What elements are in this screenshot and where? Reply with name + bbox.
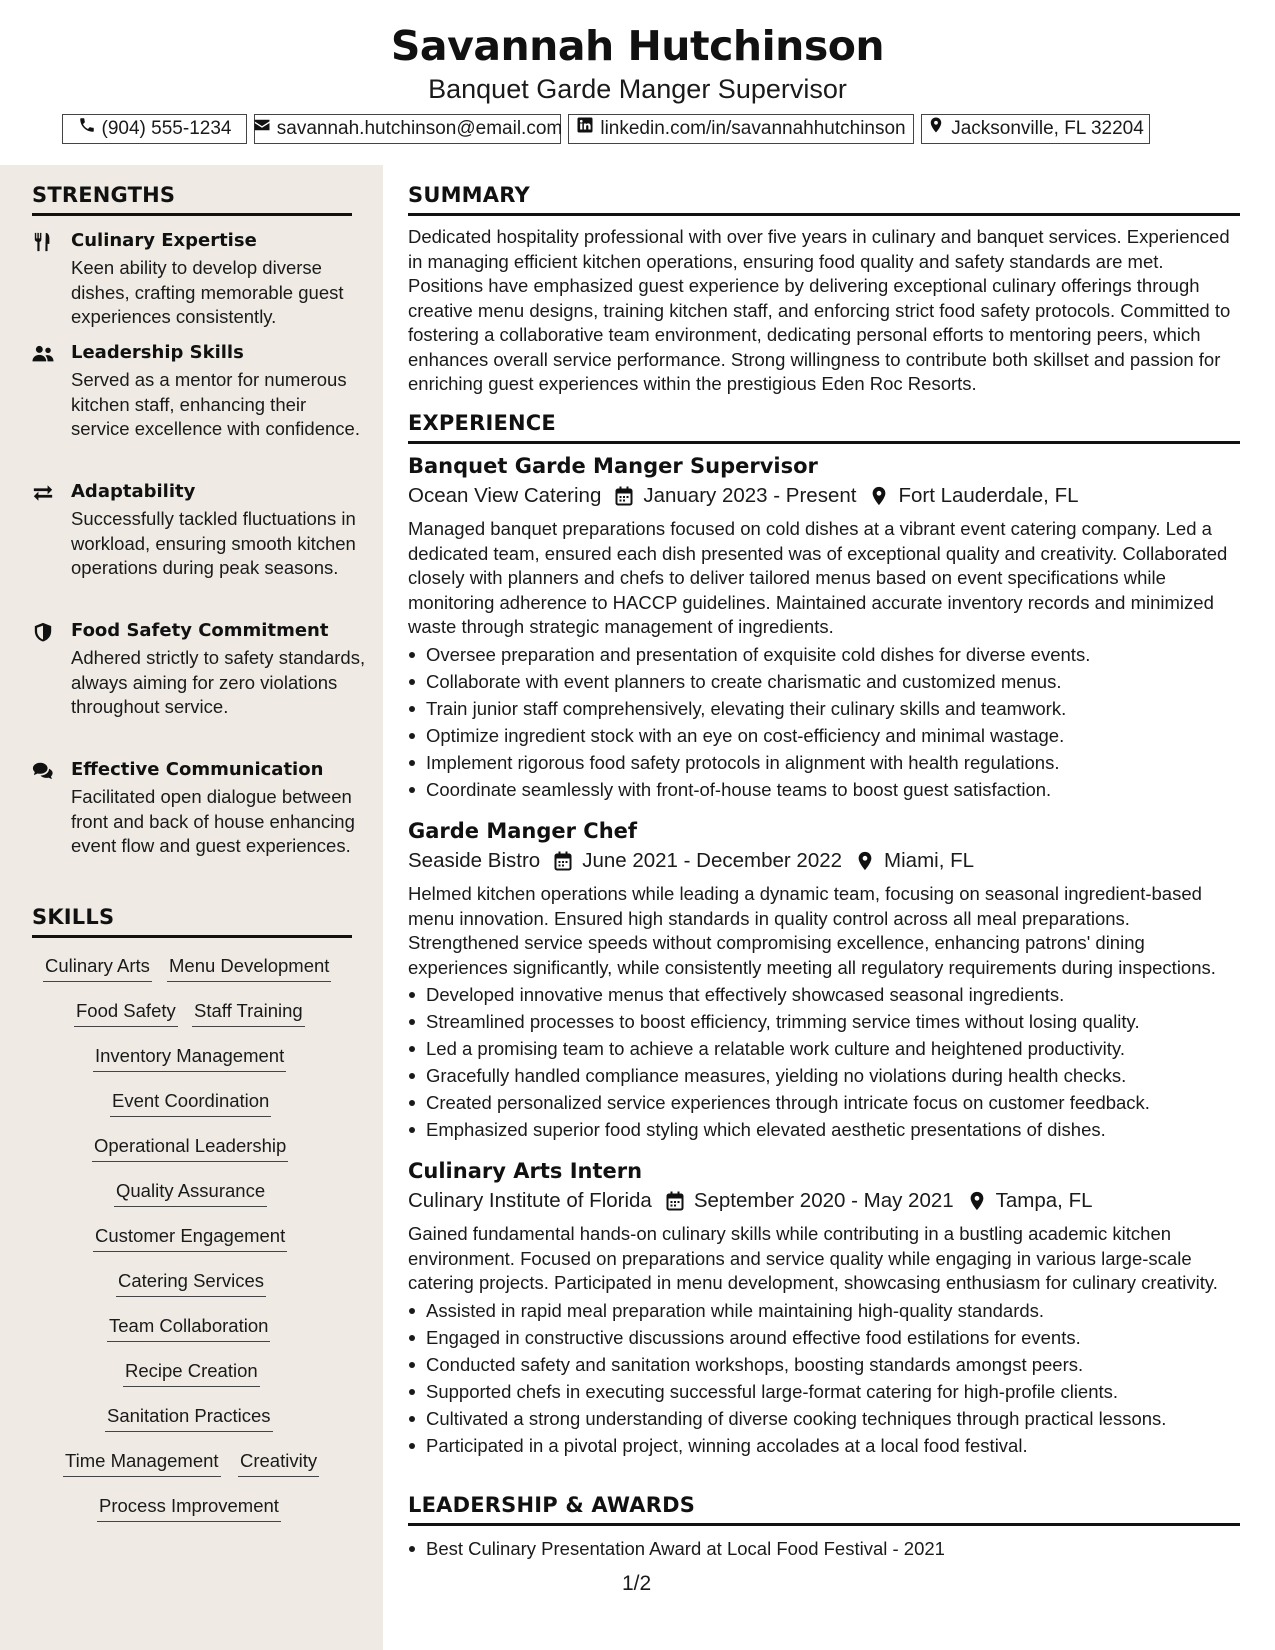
contact-email[interactable]	[254, 114, 561, 144]
skill-tag: Culinary Arts	[43, 954, 152, 982]
bullet-item: Coordinate seamlessly with front-of-house teams to boost guest satisfaction.	[408, 776, 1240, 803]
comments-icon	[32, 761, 56, 783]
job-meta	[408, 481, 1240, 511]
bullet-item: Created personalized service experiences through intricate focus on customer feedback.	[408, 1089, 1240, 1116]
strengths-heading: STRENGTHS	[32, 183, 352, 216]
skills-heading: SKILLS	[32, 905, 352, 938]
contact-linkedin[interactable]	[568, 114, 914, 144]
bullet-item: Conducted safety and sanitation workshops, boosting standards amongst peers.	[408, 1351, 1240, 1378]
linkedin-icon	[576, 115, 594, 143]
experience-heading: EXPERIENCE	[408, 411, 1240, 444]
calendar-icon	[615, 486, 633, 506]
job-location: Miami, FL	[884, 849, 975, 872]
exchange-arrows-icon	[32, 483, 56, 505]
skill-tag: Event Coordination	[110, 1089, 271, 1117]
bullet-item: Emphasized superior food styling which elevated aesthetic presentations of dishes.	[408, 1116, 1240, 1143]
strength-name: Leadership Skills	[71, 342, 244, 363]
map-pin-icon	[856, 851, 874, 871]
strength-name: Food Safety Commitment	[71, 620, 329, 641]
bullet-item: Led a promising team to achieve a relatable work culture and heightened productivity.	[408, 1035, 1240, 1062]
company-name: Seaside Bistro	[408, 849, 541, 872]
job-description: Helmed kitchen operations while leading a dynamic team, focusing on seasonal ingredient-based menu innovation. Ensured high standards in quality control across all meal preparations. Strengthened service speeds without compromising excellence, enhancing patrons' dining experiences significantly, while consistently meeting all regulatory requirements during inspections.	[408, 883, 1216, 978]
company-name: Ocean View Catering	[408, 484, 602, 507]
bullet-item: Implement rigorous food safety protocols in alignment with health regulations.	[408, 749, 1240, 776]
skill-tag: Catering Services	[116, 1269, 266, 1297]
skill-tag: Sanitation Practices	[105, 1404, 273, 1432]
job-dates: June 2021 - December 2022	[582, 849, 843, 872]
skill-tag: Team Collaboration	[107, 1314, 270, 1342]
job-bullets	[408, 1297, 1240, 1459]
strength-name: Adaptability	[71, 481, 196, 502]
skill-tag: Process Improvement	[97, 1494, 281, 1522]
summary-section	[408, 183, 1240, 397]
calendar-icon	[554, 851, 572, 871]
job-bullets	[408, 981, 1240, 1143]
job-entry	[408, 451, 1240, 803]
job-bullets	[408, 641, 1240, 803]
award-item: Best Culinary Presentation Award at Local Food Festival - 2021	[408, 1535, 1240, 1562]
bullet-item: Participated in a pivotal project, winning accolades at a local food festival.	[408, 1432, 1240, 1459]
linkedin-text: linkedin.com/in/savannahhutchinson	[600, 118, 906, 139]
skill-tag: Quality Assurance	[114, 1179, 267, 1207]
bullet-item: Gracefully handled compliance measures, yielding no violations during health checks.	[408, 1062, 1240, 1089]
candidate-name: Savannah Hutchinson	[390, 22, 885, 70]
job-entry	[408, 816, 1240, 1143]
job-entry	[408, 1156, 1240, 1459]
location-text: Jacksonville, FL 32204	[951, 118, 1144, 139]
strength-desc: Keen ability to develop diverse dishes, crafting memorable guest experiences consistently.	[71, 257, 344, 327]
bullet-item: Oversee preparation and presentation of exquisite cold dishes for diverse events.	[408, 641, 1240, 668]
candidate-title: Banquet Garde Manger Supervisor	[428, 74, 847, 104]
strength-desc: Successfully tackled fluctuations in workload, ensuring smooth kitchen operations during peak seasons.	[71, 508, 356, 578]
skill-tag: Food Safety	[74, 999, 178, 1027]
phone-icon	[78, 115, 96, 143]
job-dates: January 2023 - Present	[643, 484, 857, 507]
awards-heading: LEADERSHIP & AWARDS	[408, 1493, 1240, 1526]
awards-section	[408, 1493, 1240, 1562]
users-icon	[32, 344, 56, 366]
job-meta	[408, 1186, 1240, 1216]
bullet-item: Developed innovative menus that effectively showcased seasonal ingredients.	[408, 981, 1240, 1008]
shield-icon	[32, 622, 56, 644]
skill-tag: Inventory Management	[93, 1044, 286, 1072]
bullet-item: Engaged in constructive discussions around effective food estilations for events.	[408, 1324, 1240, 1351]
strength-name: Culinary Expertise	[71, 230, 257, 251]
bullet-item: Optimize ingredient stock with an eye on cost-efficiency and minimal wastage.	[408, 722, 1240, 749]
skill-tag: Creativity	[238, 1449, 319, 1477]
page-number: 1/2	[622, 1572, 652, 1595]
strength-desc: Served as a mentor for numerous kitchen staff, enhancing their service excellence with confidence.	[71, 369, 360, 439]
skill-tag: Recipe Creation	[123, 1359, 260, 1387]
job-title: Culinary Arts Intern	[408, 1159, 643, 1183]
bullet-item: Train junior staff comprehensively, elevating their culinary skills and teamwork.	[408, 695, 1240, 722]
awards-list	[408, 1535, 1240, 1562]
bullet-item: Cultivated a strong understanding of diverse cooking techniques through practical lessons.	[408, 1405, 1240, 1432]
resume-header	[0, 0, 1275, 165]
summary-heading: SUMMARY	[408, 183, 1240, 216]
skill-tag: Staff Training	[192, 999, 305, 1027]
job-description: Managed banquet preparations focused on cold dishes at a vibrant event catering company. Led a dedicated team, ensured each dish presented was of exceptional quality and creativity. Collaborated closely with planners and chefs to deliver tailored menus based on event specifications while monitoring adherence to HACCP guidelines. Maintained accurate inventory records and minimized waste through strategic management of ingredients.	[408, 518, 1228, 637]
sidebar	[0, 165, 383, 1650]
utensils-icon	[32, 232, 56, 254]
envelope-icon	[253, 115, 271, 143]
job-meta	[408, 846, 1240, 876]
strength-name: Effective Communication	[71, 759, 324, 780]
strength-desc: Facilitated open dialogue between front and back of house enhancing event flow and guest experiences.	[71, 786, 355, 856]
job-location: Tampa, FL	[995, 1189, 1093, 1212]
summary-text: Dedicated hospitality professional with over five years in culinary and banquet services. Experienced in managing efficient kitchen operations, ensuring food quality and safety standards are met. Positions have emphasized guest experience by delivering exceptional culinary offerings through creative menu designs, training kitchen staff, and enforcing strict food safety protocols. Committed to fostering a collaborative team environment, dedicating personal efforts to mentoring peers, which enhances overall service performance. Strong willingness to contribute both skillset and passion for enriching guest experiences within the prestigious Eden Roc Resorts.	[408, 226, 1231, 394]
email-text: savannah.hutchinson@email.com	[276, 118, 563, 139]
map-pin-icon	[927, 115, 945, 143]
job-title: Garde Manger Chef	[408, 819, 638, 843]
skill-tag: Operational Leadership	[92, 1134, 288, 1162]
job-dates: September 2020 - May 2021	[693, 1189, 954, 1212]
bullet-item: Supported chefs in executing successful large-format catering for high-profile clients.	[408, 1378, 1240, 1405]
bullet-item: Streamlined processes to boost efficiency, trimming service times without losing quality.	[408, 1008, 1240, 1035]
job-location: Fort Lauderdale, FL	[898, 484, 1079, 507]
strength-desc: Adhered strictly to safety standards, always aiming for zero violations throughout service.	[71, 647, 366, 717]
map-pin-icon	[968, 1191, 986, 1211]
bullet-item: Assisted in rapid meal preparation while maintaining high-quality standards.	[408, 1297, 1240, 1324]
skill-tag: Menu Development	[167, 954, 331, 982]
job-title: Banquet Garde Manger Supervisor	[408, 454, 818, 478]
skill-tag: Customer Engagement	[93, 1224, 287, 1252]
company-name: Culinary Institute of Florida	[408, 1189, 652, 1212]
phone-text: (904) 555-1234	[101, 118, 232, 139]
calendar-icon	[666, 1191, 684, 1211]
map-pin-icon	[870, 486, 888, 506]
contact-phone[interactable]	[62, 114, 247, 144]
contact-location[interactable]	[921, 114, 1150, 144]
job-description: Gained fundamental hands-on culinary skills while contributing in a bustling academic kitchen environment. Focused on preparations and service quality while engaging in various large-scale catering projects. Participated in menu development, showcasing enthusiasm for culinary creativity.	[408, 1223, 1218, 1293]
skill-tag: Time Management	[63, 1449, 221, 1477]
bullet-item: Collaborate with event planners to create charismatic and customized menus.	[408, 668, 1240, 695]
